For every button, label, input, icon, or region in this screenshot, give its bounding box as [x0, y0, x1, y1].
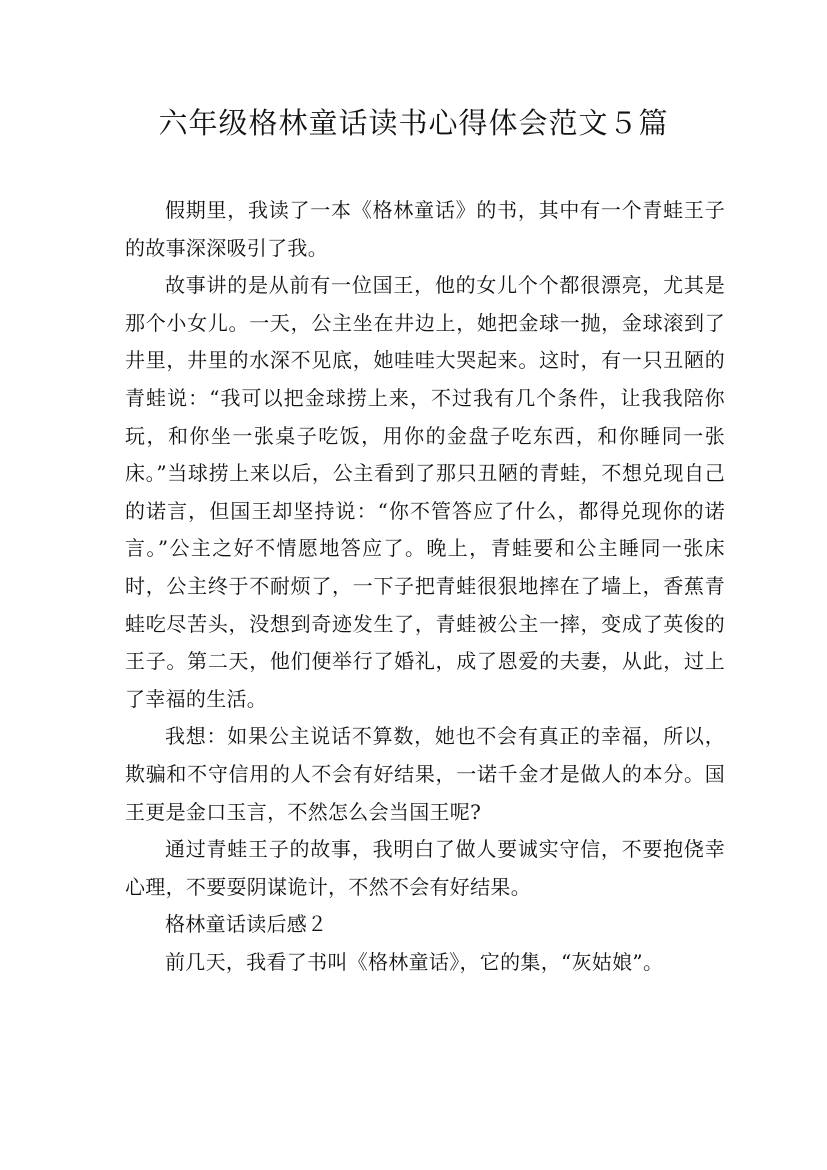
document-title: 六年级格林童话读书心得体会范文５篇 — [158, 106, 669, 140]
paragraph: 假期里，我读了一本《格林童话》的书，其中有一个青蛙王子的故事深深吸引了我。 — [125, 198, 725, 260]
paragraph: 故事讲的是从前有一位国王，他的女儿个个都很漂亮，尤其是那个小女儿。一天，公主坐在井边上，她把金球一抛，金球滚到了井里，井里的水深不见底，她哇哇大哭起来。这时，有一只丑陋的青蛙说：“我可以把金球捞上来，不过我有几个条件，让我我陪你玩，和你坐一张桌子吃饭，用你的金盘子吃东西，和你睡同一张床。”当球捞上来以后，公主看到了那只丑陋的青蛙，不想兑现自己的诺言，但国王却坚持说：“你不管答应了什么，都得兑现你的诺言。”公主之好不情愿地答应了。晚上，青蛙要和公主睡同一张床时，公主终于不耐烦了，一下子把青蛙很狠地摔在了墙上，香蕉青蛙吃尽苦头，没想到奇迹发生了，青蛙被公主一摔，变成了英俊的王子。第二天，他们便举行了婚礼，成了恩爱的夫妻，从此，过上了幸福的生活。 — [125, 273, 725, 711]
document-body — [125, 192, 725, 981]
paragraph: 通过青蛙王子的故事，我明白了做人要诚实守信，不要抱侥幸心理，不要耍阴谋诡计，不然不会有好结果。 — [125, 837, 725, 899]
section-heading: 格林童话读后感２ — [165, 912, 328, 937]
paragraph: 前几天，我看了书叫《格林童话》，它的集，“灰姑娘”。 — [165, 949, 664, 974]
paragraph: 我想：如果公主说话不算数，她也不会有真正的幸福，所以，欺骗和不守信用的人不会有好结果，一诺千金才是做人的本分。国王更是金口玉言，不然怎么会当国王呢? — [125, 724, 725, 824]
